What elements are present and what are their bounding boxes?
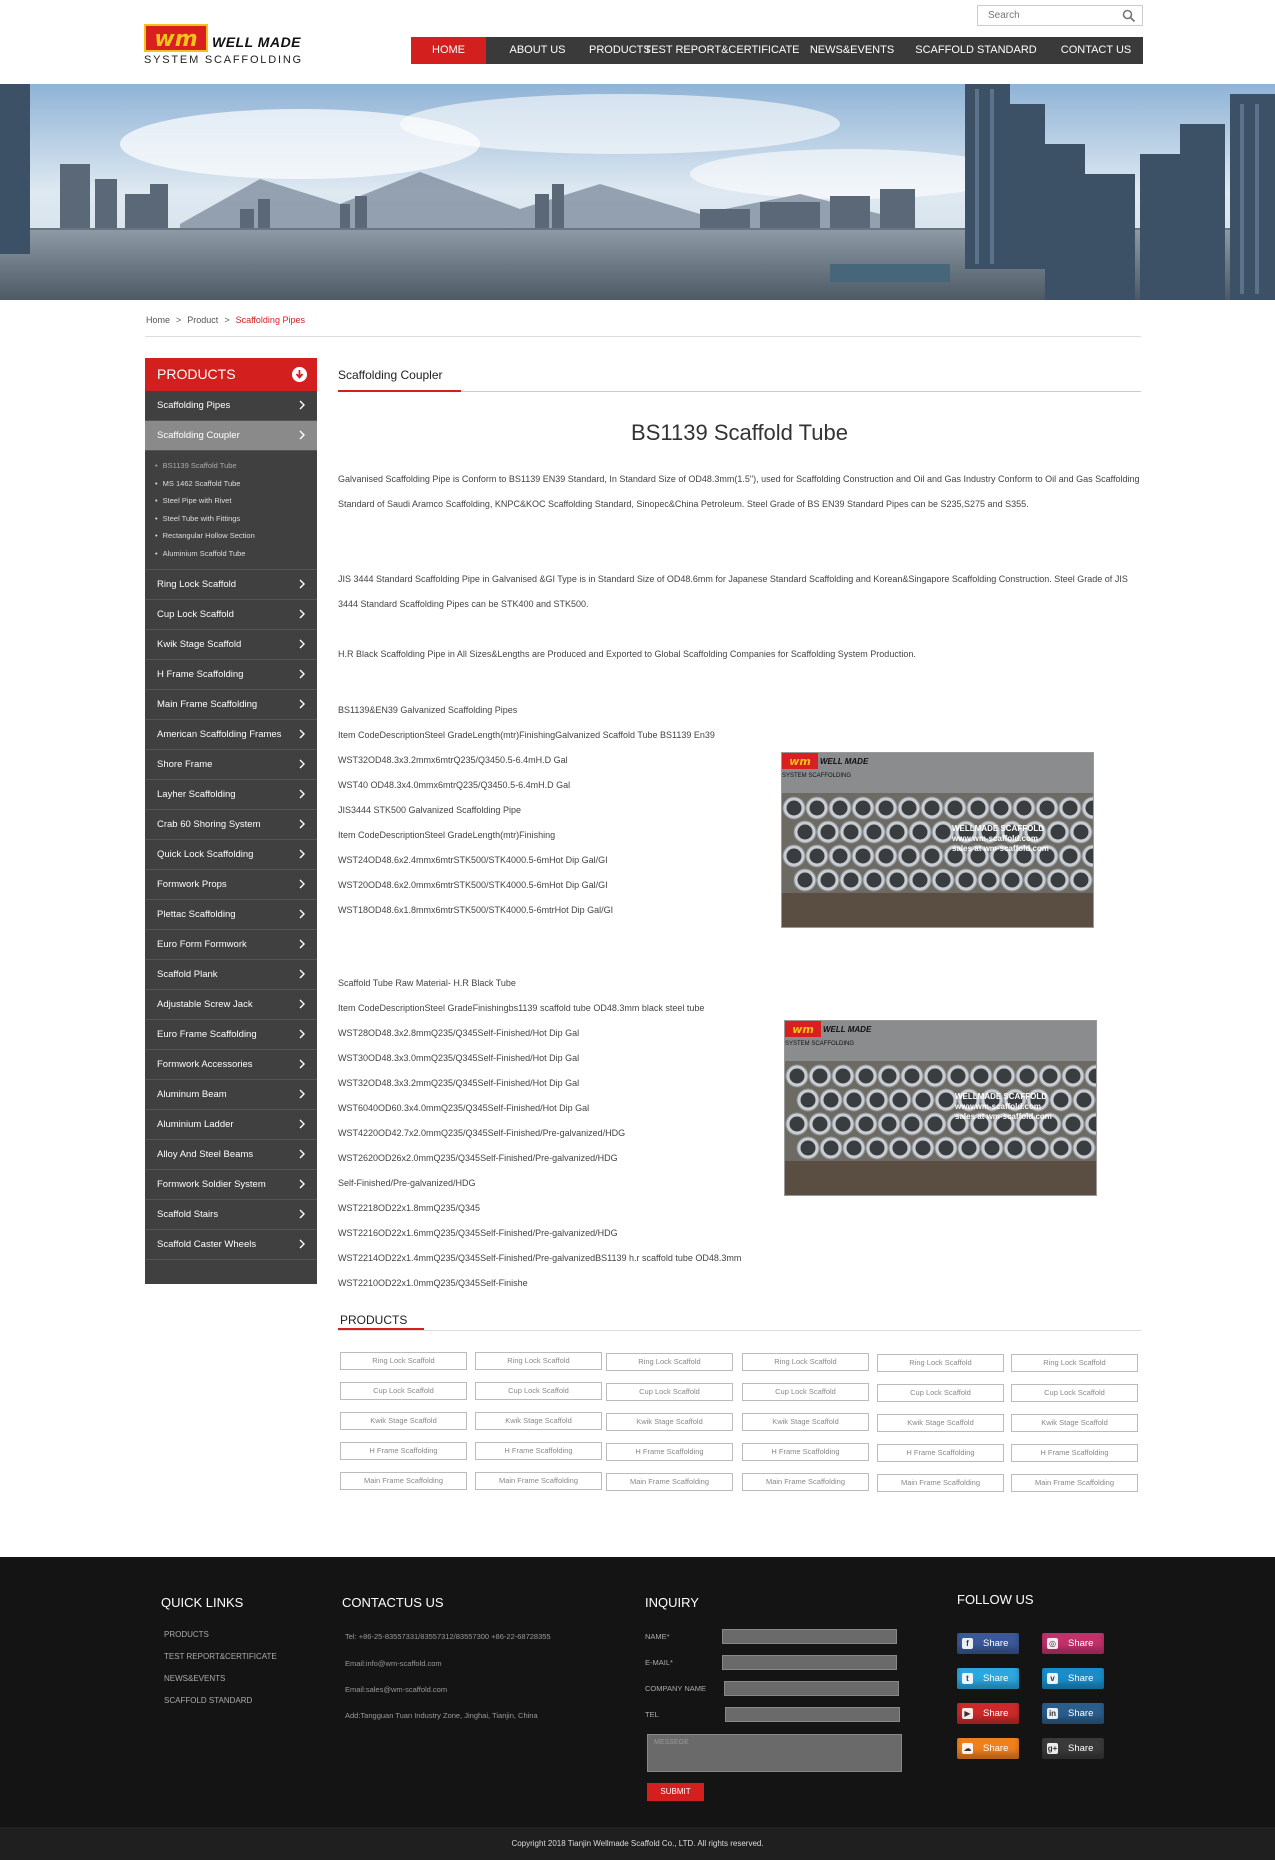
chevron-right-icon bbox=[297, 1149, 307, 1159]
share-button-twitter[interactable] bbox=[957, 1668, 1019, 1689]
search-icon[interactable] bbox=[1122, 9, 1136, 23]
spec-line: WST2214OD22x1.4mmQ235/Q345Self-Finished/Pre-galvanizedBS1139 h.r scaffold tube OD48.3mm bbox=[338, 1253, 742, 1263]
spec-line: WST30OD48.3x3.0mmQ235/Q345Self-Finished/Hot Dip Gal bbox=[338, 1053, 580, 1063]
youtube-icon: ▶ bbox=[962, 1708, 973, 1719]
spec-line: WST6040OD60.3x4.0mmQ235/Q345Self-Finished/Hot Dip Gal bbox=[338, 1103, 590, 1113]
linkedin-icon: in bbox=[1048, 1709, 1057, 1718]
chevron-right-icon bbox=[297, 1209, 307, 1219]
sidebar-item-cup-lock-scaffold[interactable] bbox=[145, 600, 317, 630]
breadcrumb-home[interactable]: Home bbox=[146, 315, 171, 325]
sidebar-item-label: Alloy And Steel Beams bbox=[157, 1148, 254, 1160]
nav-home[interactable]: HOME bbox=[411, 37, 486, 64]
product-button-kwik-stage-scaffold[interactable]: Kwik Stage Scaffold bbox=[1011, 1414, 1138, 1432]
share-button-google-plus[interactable] bbox=[1042, 1738, 1104, 1759]
contact-phone: Tel: +86-25-83557331/83557312/83557300 +86-22-68728355 bbox=[345, 1632, 551, 1641]
sidebar-item-american-scaffolding-frames[interactable] bbox=[145, 720, 317, 750]
footer-link-scaffold-standard[interactable]: SCAFFOLD STANDARD bbox=[164, 1696, 253, 1705]
sidebar-item-label: Shore Frame bbox=[157, 758, 213, 770]
chevron-right-icon bbox=[297, 969, 307, 979]
chevron-right-icon bbox=[297, 1239, 307, 1249]
chevron-right-icon bbox=[297, 789, 307, 799]
inquiry-name-input[interactable] bbox=[722, 1629, 897, 1644]
sidebar-item-ring-lock-scaffold[interactable] bbox=[145, 570, 317, 600]
chevron-right-icon bbox=[297, 1119, 307, 1129]
sidebar-item-label: Aluminium Ladder bbox=[157, 1118, 234, 1130]
photo-watermark-1: WELLMADE SCAFFOLD bbox=[952, 824, 1044, 833]
photo-watermark-3: sales at wm-scaffold.com bbox=[955, 1112, 1052, 1121]
nav-products[interactable]: PRODUCTS bbox=[589, 44, 651, 56]
spec-line: Self-Finished/Pre-galvanized/HDG bbox=[338, 1178, 476, 1188]
spec-line: WST2210OD22x1.0mmQ235/Q345Self-Finishe bbox=[338, 1278, 528, 1288]
inquiry-name-label: NAME* bbox=[645, 1632, 670, 1641]
intro-paragraph-1: Galvanised Scaffolding Pipe is Conform to BS1139 EN39 Standard, In Standard Size of OD48.3mm(1.5"), used for Scaffolding Construction and Oil and Gas Industry Conform to Oil and Gas Scaffolding Standard of Saudi Aramco Scaffolding, KNPC&KOC Scaffolding Standard, Sinopec&China Petroleum. Steel Grade of BS EN39 Standard Pipes can be S235,S275 and S355. bbox=[338, 474, 1140, 509]
follow-us-title: FOLLOW US bbox=[957, 1592, 1034, 1607]
sidebar-item-scaffold-caster-wheels[interactable] bbox=[145, 1230, 317, 1260]
share-label: Share bbox=[983, 1743, 1009, 1754]
product-button-kwik-stage-scaffold[interactable]: Kwik Stage Scaffold bbox=[877, 1414, 1004, 1432]
photo-logo-badge: wm bbox=[792, 1023, 814, 1036]
spec-line: WST2216OD22x1.6mmQ235/Q345Self-Finished/Pre-galvanized/HDG bbox=[338, 1228, 618, 1238]
spec-line: WST20OD48.6x2.0mmx6mtrSTK500/STK4000.5-6mHot Dip Gal/GI bbox=[338, 880, 608, 890]
sidebar-item-crab-60-shoring-system[interactable] bbox=[145, 810, 317, 840]
sidebar-item-aluminium-ladder[interactable] bbox=[145, 1110, 317, 1140]
spec-line: WST32OD48.3x3.2mmx6mtrQ235/Q3450.5-6.4mH.D Gal bbox=[338, 755, 568, 765]
breadcrumb: Home > Product > Scaffolding Pipes bbox=[146, 315, 305, 325]
chevron-right-icon bbox=[297, 609, 307, 619]
sidebar-item-label: American Scaffolding Frames bbox=[157, 728, 282, 740]
sidebar-item-shore-frame[interactable] bbox=[145, 750, 317, 780]
product-button-h-frame-scaffolding[interactable]: H Frame Scaffolding bbox=[877, 1444, 1004, 1462]
sidebar-item-scaffolding-pipes[interactable] bbox=[145, 391, 317, 421]
photo-watermark-2: www.wm-scaffold.com bbox=[955, 1102, 1041, 1111]
submenu-item-rectangular-hollow-section[interactable]: • Rectangular Hollow Section bbox=[155, 527, 317, 545]
chevron-right-icon bbox=[297, 879, 307, 889]
product-button-cup-lock-scaffold[interactable]: Cup Lock Scaffold bbox=[742, 1383, 869, 1401]
share-button-linkedin[interactable] bbox=[1042, 1703, 1104, 1724]
share-label: Share bbox=[983, 1638, 1009, 1649]
logo-subtitle: SYSTEM SCAFFOLDING bbox=[144, 54, 303, 66]
spec-line: JIS3444 STK500 Galvanized Scaffolding Pipe bbox=[338, 805, 521, 815]
sidebar-item-label: Scaffold Plank bbox=[157, 968, 218, 980]
soundcloud-icon: ☁ bbox=[963, 1744, 972, 1753]
sidebar-item-label: Euro Form Formwork bbox=[157, 938, 247, 950]
submenu-item-ms-1462-scaffold-tube[interactable]: • MS 1462 Scaffold Tube bbox=[155, 475, 317, 493]
hero-banner bbox=[0, 84, 1275, 300]
sidebar-item-quick-lock-scaffolding[interactable] bbox=[145, 840, 317, 870]
contact-address: Add:Tangguan Tuan Industry Zone, Jinghai, Tianjin, China bbox=[345, 1711, 538, 1720]
photo-watermark-2: www.wm-scaffold.com bbox=[952, 834, 1038, 843]
chevron-right-icon bbox=[297, 729, 307, 739]
section-tab-title[interactable]: Scaffolding Coupler bbox=[338, 368, 443, 382]
product-sidebar bbox=[145, 358, 317, 1284]
products-section-line bbox=[338, 1330, 1141, 1331]
spec-line: Item CodeDescriptionSteel GradeLength(mtr)FinishingGalvanized Scaffold Tube BS1139 En39 bbox=[338, 730, 715, 740]
sidebar-item-scaffold-plank[interactable] bbox=[145, 960, 317, 990]
product-button-h-frame-scaffolding[interactable]: H Frame Scaffolding bbox=[1011, 1444, 1138, 1462]
sidebar-item-label: Formwork Props bbox=[157, 878, 227, 890]
sidebar-item-label: Ring Lock Scaffold bbox=[157, 578, 237, 590]
share-label: Share bbox=[983, 1673, 1009, 1684]
sidebar-item-label: Scaffolding Pipes bbox=[157, 400, 231, 411]
sidebar-item-label: Cup Lock Scaffold bbox=[157, 608, 234, 620]
photo-logo-badge: wm bbox=[789, 755, 811, 768]
sidebar-item-label: Euro Frame Scaffolding bbox=[157, 1028, 257, 1040]
sidebar-item-label: Aluminum Beam bbox=[157, 1088, 227, 1100]
breadcrumb-divider bbox=[145, 336, 1141, 337]
chevron-right-icon bbox=[297, 669, 307, 679]
share-label: Share bbox=[1068, 1638, 1094, 1649]
product-button-ring-lock-scaffold[interactable]: Ring Lock Scaffold bbox=[1011, 1354, 1138, 1372]
inquiry-email-input[interactable] bbox=[722, 1655, 897, 1670]
footer-link-products[interactable]: PRODUCTS bbox=[164, 1630, 209, 1639]
chevron-right-icon bbox=[297, 639, 307, 649]
contact-email-info[interactable]: Email:info@wm-scaffold.com bbox=[345, 1659, 442, 1668]
site-header bbox=[0, 0, 1275, 84]
sidebar-item-label: H Frame Scaffolding bbox=[157, 668, 244, 680]
inquiry-email-label: E-MAIL* bbox=[645, 1658, 673, 1667]
contact-email-sales[interactable]: Email:sales@wm-scaffold.com bbox=[345, 1685, 448, 1694]
spec-line: WST2620OD26x2.0mmQ235/Q345Self-Finished/Pre-galvanized/HDG bbox=[338, 1153, 618, 1163]
sidebar-item-aluminum-beam[interactable] bbox=[145, 1080, 317, 1110]
product-button-kwik-stage-scaffold[interactable]: Kwik Stage Scaffold bbox=[340, 1412, 467, 1430]
footer-link-news-events[interactable]: NEWS&EVENTS bbox=[164, 1674, 226, 1683]
site-logo[interactable] bbox=[144, 24, 303, 68]
nav-scaffold-standard[interactable]: SCAFFOLD STANDARD bbox=[915, 44, 1037, 56]
twitter-icon: t bbox=[962, 1673, 973, 1684]
spec-line: BS1139&EN39 Galvanized Scaffolding Pipes bbox=[338, 705, 518, 715]
product-button-kwik-stage-scaffold[interactable]: Kwik Stage Scaffold bbox=[475, 1412, 602, 1430]
sidebar-item-label: Formwork Accessories bbox=[157, 1058, 253, 1070]
sidebar-item-label: Scaffold Stairs bbox=[157, 1208, 219, 1220]
product-button-ring-lock-scaffold[interactable]: Ring Lock Scaffold bbox=[475, 1352, 602, 1370]
search-input[interactable] bbox=[978, 6, 1118, 25]
sidebar-item-label: Scaffolding Coupler bbox=[157, 430, 240, 441]
photo-brand: WELL MADE bbox=[823, 1025, 872, 1034]
inquiry-title: INQUIRY bbox=[645, 1595, 699, 1610]
spec-line: WST28OD48.3x2.8mmQ235/Q345Self-Finished/Hot Dip Gal bbox=[338, 1028, 580, 1038]
share-button-soundcloud[interactable] bbox=[957, 1738, 1019, 1759]
product-button-h-frame-scaffolding[interactable]: H Frame Scaffolding bbox=[606, 1443, 733, 1461]
product-button-h-frame-scaffolding[interactable]: H Frame Scaffolding bbox=[475, 1442, 602, 1460]
sidebar-item-formwork-soldier-system[interactable] bbox=[145, 1170, 317, 1200]
share-button-facebook[interactable] bbox=[957, 1633, 1019, 1654]
sidebar-item-euro-form-formwork[interactable] bbox=[145, 930, 317, 960]
sidebar-item-h-frame-scaffolding[interactable] bbox=[145, 660, 317, 690]
products-section-underline bbox=[338, 1328, 424, 1330]
chevron-right-icon bbox=[297, 430, 307, 440]
submenu-item-steel-pipe-with-rivet[interactable]: • Steel Pipe with Rivet bbox=[155, 492, 317, 510]
footer-link-test-report[interactable]: TEST REPORT&CERTIFICATE bbox=[164, 1652, 277, 1661]
product-button-kwik-stage-scaffold[interactable]: Kwik Stage Scaffold bbox=[606, 1413, 733, 1431]
inquiry-submit-button[interactable]: SUBMIT bbox=[647, 1783, 704, 1801]
chevron-right-icon bbox=[297, 1089, 307, 1099]
chevron-right-icon bbox=[297, 939, 307, 949]
chevron-right-icon bbox=[297, 1029, 307, 1039]
sidebar-item-scaffold-stairs[interactable] bbox=[145, 1200, 317, 1230]
product-button-main-frame-scaffolding[interactable]: Main Frame Scaffolding bbox=[606, 1473, 733, 1491]
chevron-right-icon bbox=[297, 759, 307, 769]
search-box bbox=[977, 5, 1143, 26]
google-plus-icon: g+ bbox=[1047, 1744, 1058, 1753]
share-label: Share bbox=[1068, 1708, 1094, 1719]
photo-brand: WELL MADE bbox=[820, 757, 869, 766]
sidebar-item-label: Layher Scaffolding bbox=[157, 788, 236, 800]
products-section-title: PRODUCTS bbox=[340, 1313, 408, 1327]
sidebar-item-label: Crab 60 Shoring System bbox=[157, 818, 261, 830]
inquiry-message-input[interactable]: MESSEGE bbox=[647, 1734, 902, 1772]
chevron-right-icon bbox=[297, 699, 307, 709]
chevron-right-icon bbox=[297, 1179, 307, 1189]
product-button-ring-lock-scaffold[interactable]: Ring Lock Scaffold bbox=[877, 1354, 1004, 1372]
product-button-main-frame-scaffolding[interactable]: Main Frame Scaffolding bbox=[475, 1472, 602, 1490]
dribbble-icon: ◎ bbox=[1047, 1638, 1058, 1649]
inquiry-tel-label: TEL bbox=[645, 1710, 659, 1719]
share-button-vimeo[interactable] bbox=[1042, 1668, 1104, 1689]
submenu-item-bs1139-scaffold-tube[interactable]: • BS1139 Scaffold Tube bbox=[155, 457, 317, 475]
product-button-ring-lock-scaffold[interactable]: Ring Lock Scaffold bbox=[742, 1353, 869, 1371]
sidebar-item-plettac-scaffolding[interactable] bbox=[145, 900, 317, 930]
nav-contact-us[interactable]: CONTACT US bbox=[1060, 44, 1132, 56]
spec-line: WST4220OD42.7x2.0mmQ235/Q345Self-Finished/Pre-galvanized/HDG bbox=[338, 1128, 626, 1138]
intro-paragraph-2: JIS 3444 Standard Scaffolding Pipe in Galvanised &GI Type is in Standard Size of OD48.6mm for Japanese Standard Scaffolding and Korean&Singapore Scaffolding Construction. Steel Grade of JIS 3444 Standard Scaffolding Pipes can be STK400 and STK500. bbox=[338, 574, 1128, 609]
facebook-icon: f bbox=[962, 1638, 973, 1649]
page-title: BS1139 Scaffold Tube bbox=[631, 420, 848, 445]
product-button-cup-lock-scaffold[interactable]: Cup Lock Scaffold bbox=[475, 1382, 602, 1400]
share-button-youtube[interactable] bbox=[957, 1703, 1019, 1724]
sidebar-submenu bbox=[145, 451, 317, 570]
photo-watermark-3: sales at wm-scaffold.com bbox=[952, 844, 1049, 853]
chevron-right-icon bbox=[297, 819, 307, 829]
chevron-right-icon bbox=[297, 909, 307, 919]
product-button-kwik-stage-scaffold[interactable]: Kwik Stage Scaffold bbox=[742, 1413, 869, 1431]
sidebar-item-label: Quick Lock Scaffolding bbox=[157, 848, 254, 860]
spec-line: WST18OD48.6x1.8mmx6mtrSTK500/STK4000.5-6mtrHot Dip Gal/GI bbox=[338, 905, 614, 915]
intro-paragraph-3: H.R Black Scaffolding Pipe in All Sizes&Lengths are Produced and Exported to Global Scaffolding Companies for Scaffolding System Production. bbox=[338, 649, 916, 659]
sidebar-item-label: Formwork Soldier System bbox=[157, 1178, 266, 1190]
sidebar-item-alloy-and-steel-beams[interactable] bbox=[145, 1140, 317, 1170]
photo-brand-sub: SYSTEM SCAFFOLDING bbox=[785, 1041, 855, 1047]
submenu-item-steel-tube-with-fittings[interactable]: • Steel Tube with Fittings bbox=[155, 510, 317, 528]
galvanized-pipes-photo-1 bbox=[781, 752, 1094, 928]
sidebar-item-adjustable-screw-jack[interactable] bbox=[145, 990, 317, 1020]
inquiry-company-label: COMPANY NAME bbox=[645, 1684, 706, 1693]
sidebar-item-kwik-stage-scaffold[interactable] bbox=[145, 630, 317, 660]
download-arrow-icon bbox=[292, 367, 307, 382]
vimeo-icon: v bbox=[1047, 1673, 1058, 1684]
spec-line: Item CodeDescriptionSteel GradeFinishingbs1139 scaffold tube OD48.3mm black steel tube bbox=[338, 1003, 705, 1013]
product-button-cup-lock-scaffold[interactable]: Cup Lock Scaffold bbox=[340, 1382, 467, 1400]
sidebar-item-label: Main Frame Scaffolding bbox=[157, 698, 258, 710]
sidebar-item-label: Kwik Stage Scaffold bbox=[157, 638, 242, 650]
main-nav bbox=[411, 37, 1143, 64]
product-button-cup-lock-scaffold[interactable]: Cup Lock Scaffold bbox=[1011, 1384, 1138, 1402]
logo-badge: wm bbox=[144, 24, 208, 52]
photo-brand-sub: SYSTEM SCAFFOLDING bbox=[782, 773, 852, 779]
product-button-ring-lock-scaffold[interactable]: Ring Lock Scaffold bbox=[606, 1353, 733, 1371]
sidebar-item-formwork-props[interactable] bbox=[145, 870, 317, 900]
sidebar-item-euro-frame-scaffolding[interactable] bbox=[145, 1020, 317, 1050]
chevron-right-icon bbox=[297, 579, 307, 589]
chevron-right-icon bbox=[297, 400, 307, 410]
inquiry-tel-input[interactable] bbox=[725, 1707, 900, 1722]
share-label: Share bbox=[1068, 1673, 1094, 1684]
nav-about-us[interactable]: ABOUT US bbox=[509, 44, 566, 56]
sidebar-item-label: Scaffold Caster Wheels bbox=[157, 1238, 257, 1250]
product-button-main-frame-scaffolding[interactable]: Main Frame Scaffolding bbox=[742, 1473, 869, 1491]
product-button-h-frame-scaffolding[interactable]: H Frame Scaffolding bbox=[340, 1442, 467, 1460]
share-label: Share bbox=[1068, 1743, 1094, 1754]
sidebar-item-label: Plettac Scaffolding bbox=[157, 908, 236, 920]
sidebar-item-layher-scaffolding[interactable] bbox=[145, 780, 317, 810]
breadcrumb-current[interactable]: Scaffolding Pipes bbox=[235, 315, 305, 325]
sidebar-item-label: Adjustable Screw Jack bbox=[157, 998, 253, 1010]
spec-line: Scaffold Tube Raw Material- H.R Black Tube bbox=[338, 978, 516, 988]
logo-name: WELL MADE bbox=[212, 34, 302, 50]
product-button-main-frame-scaffolding[interactable]: Main Frame Scaffolding bbox=[340, 1472, 467, 1490]
contact-title: CONTACTUS US bbox=[342, 1595, 444, 1610]
product-button-ring-lock-scaffold[interactable]: Ring Lock Scaffold bbox=[340, 1352, 467, 1370]
chevron-right-icon bbox=[297, 1059, 307, 1069]
sidebar-item-scaffolding-coupler[interactable] bbox=[145, 421, 317, 451]
sidebar-item-formwork-accessories[interactable] bbox=[145, 1050, 317, 1080]
spec-line: WST40 OD48.3x4.0mmx6mtrQ235/Q3450.5-6.4mH.D Gal bbox=[338, 780, 571, 790]
chevron-right-icon bbox=[297, 849, 307, 859]
product-button-main-frame-scaffolding[interactable]: Main Frame Scaffolding bbox=[877, 1474, 1004, 1492]
nav-news-events[interactable]: NEWS&EVENTS bbox=[809, 44, 895, 56]
product-button-h-frame-scaffolding[interactable]: H Frame Scaffolding bbox=[742, 1443, 869, 1461]
breadcrumb-product[interactable]: Product bbox=[187, 315, 219, 325]
city-skyline-image bbox=[0, 84, 1275, 300]
submenu-item-aluminium-scaffold-tube[interactable]: • Aluminium Scaffold Tube bbox=[155, 545, 317, 563]
nav-test-report[interactable]: TEST REPORT&CERTIFICATE bbox=[644, 44, 800, 56]
spec-line: WST2218OD22x1.8mmQ235/Q345 bbox=[338, 1203, 481, 1213]
galvanized-pipes-photo-2 bbox=[784, 1020, 1097, 1196]
share-button-dribbble[interactable] bbox=[1042, 1633, 1104, 1654]
share-label: Share bbox=[983, 1708, 1009, 1719]
product-button-cup-lock-scaffold[interactable]: Cup Lock Scaffold bbox=[877, 1384, 1004, 1402]
product-button-main-frame-scaffolding[interactable]: Main Frame Scaffolding bbox=[1011, 1474, 1138, 1492]
spec-line: WST24OD48.6x2.4mmx6mtrSTK500/STK4000.5-6mHot Dip Gal/GI bbox=[338, 855, 608, 865]
sidebar-item-main-frame-scaffolding[interactable] bbox=[145, 690, 317, 720]
copyright-bar: Copyright 2018 Tianjin Wellmade Scaffold Co., LTD. All rights reserved. bbox=[0, 1827, 1275, 1860]
sidebar-title-text: PRODUCTS bbox=[157, 366, 236, 382]
spec-line: WST32OD48.3x3.2mmQ235/Q345Self-Finished/Hot Dip Gal bbox=[338, 1078, 580, 1088]
sidebar-title bbox=[145, 358, 317, 391]
chevron-right-icon bbox=[297, 999, 307, 1009]
inquiry-company-input[interactable] bbox=[724, 1681, 899, 1696]
spec-line: Item CodeDescriptionSteel GradeLength(mtr)Finishing bbox=[338, 830, 556, 840]
quick-links-title: QUICK LINKS bbox=[161, 1595, 244, 1610]
product-button-cup-lock-scaffold[interactable]: Cup Lock Scaffold bbox=[606, 1383, 733, 1401]
section-tab-underline bbox=[338, 390, 461, 392]
photo-watermark-1: WELLMADE SCAFFOLD bbox=[955, 1092, 1047, 1101]
